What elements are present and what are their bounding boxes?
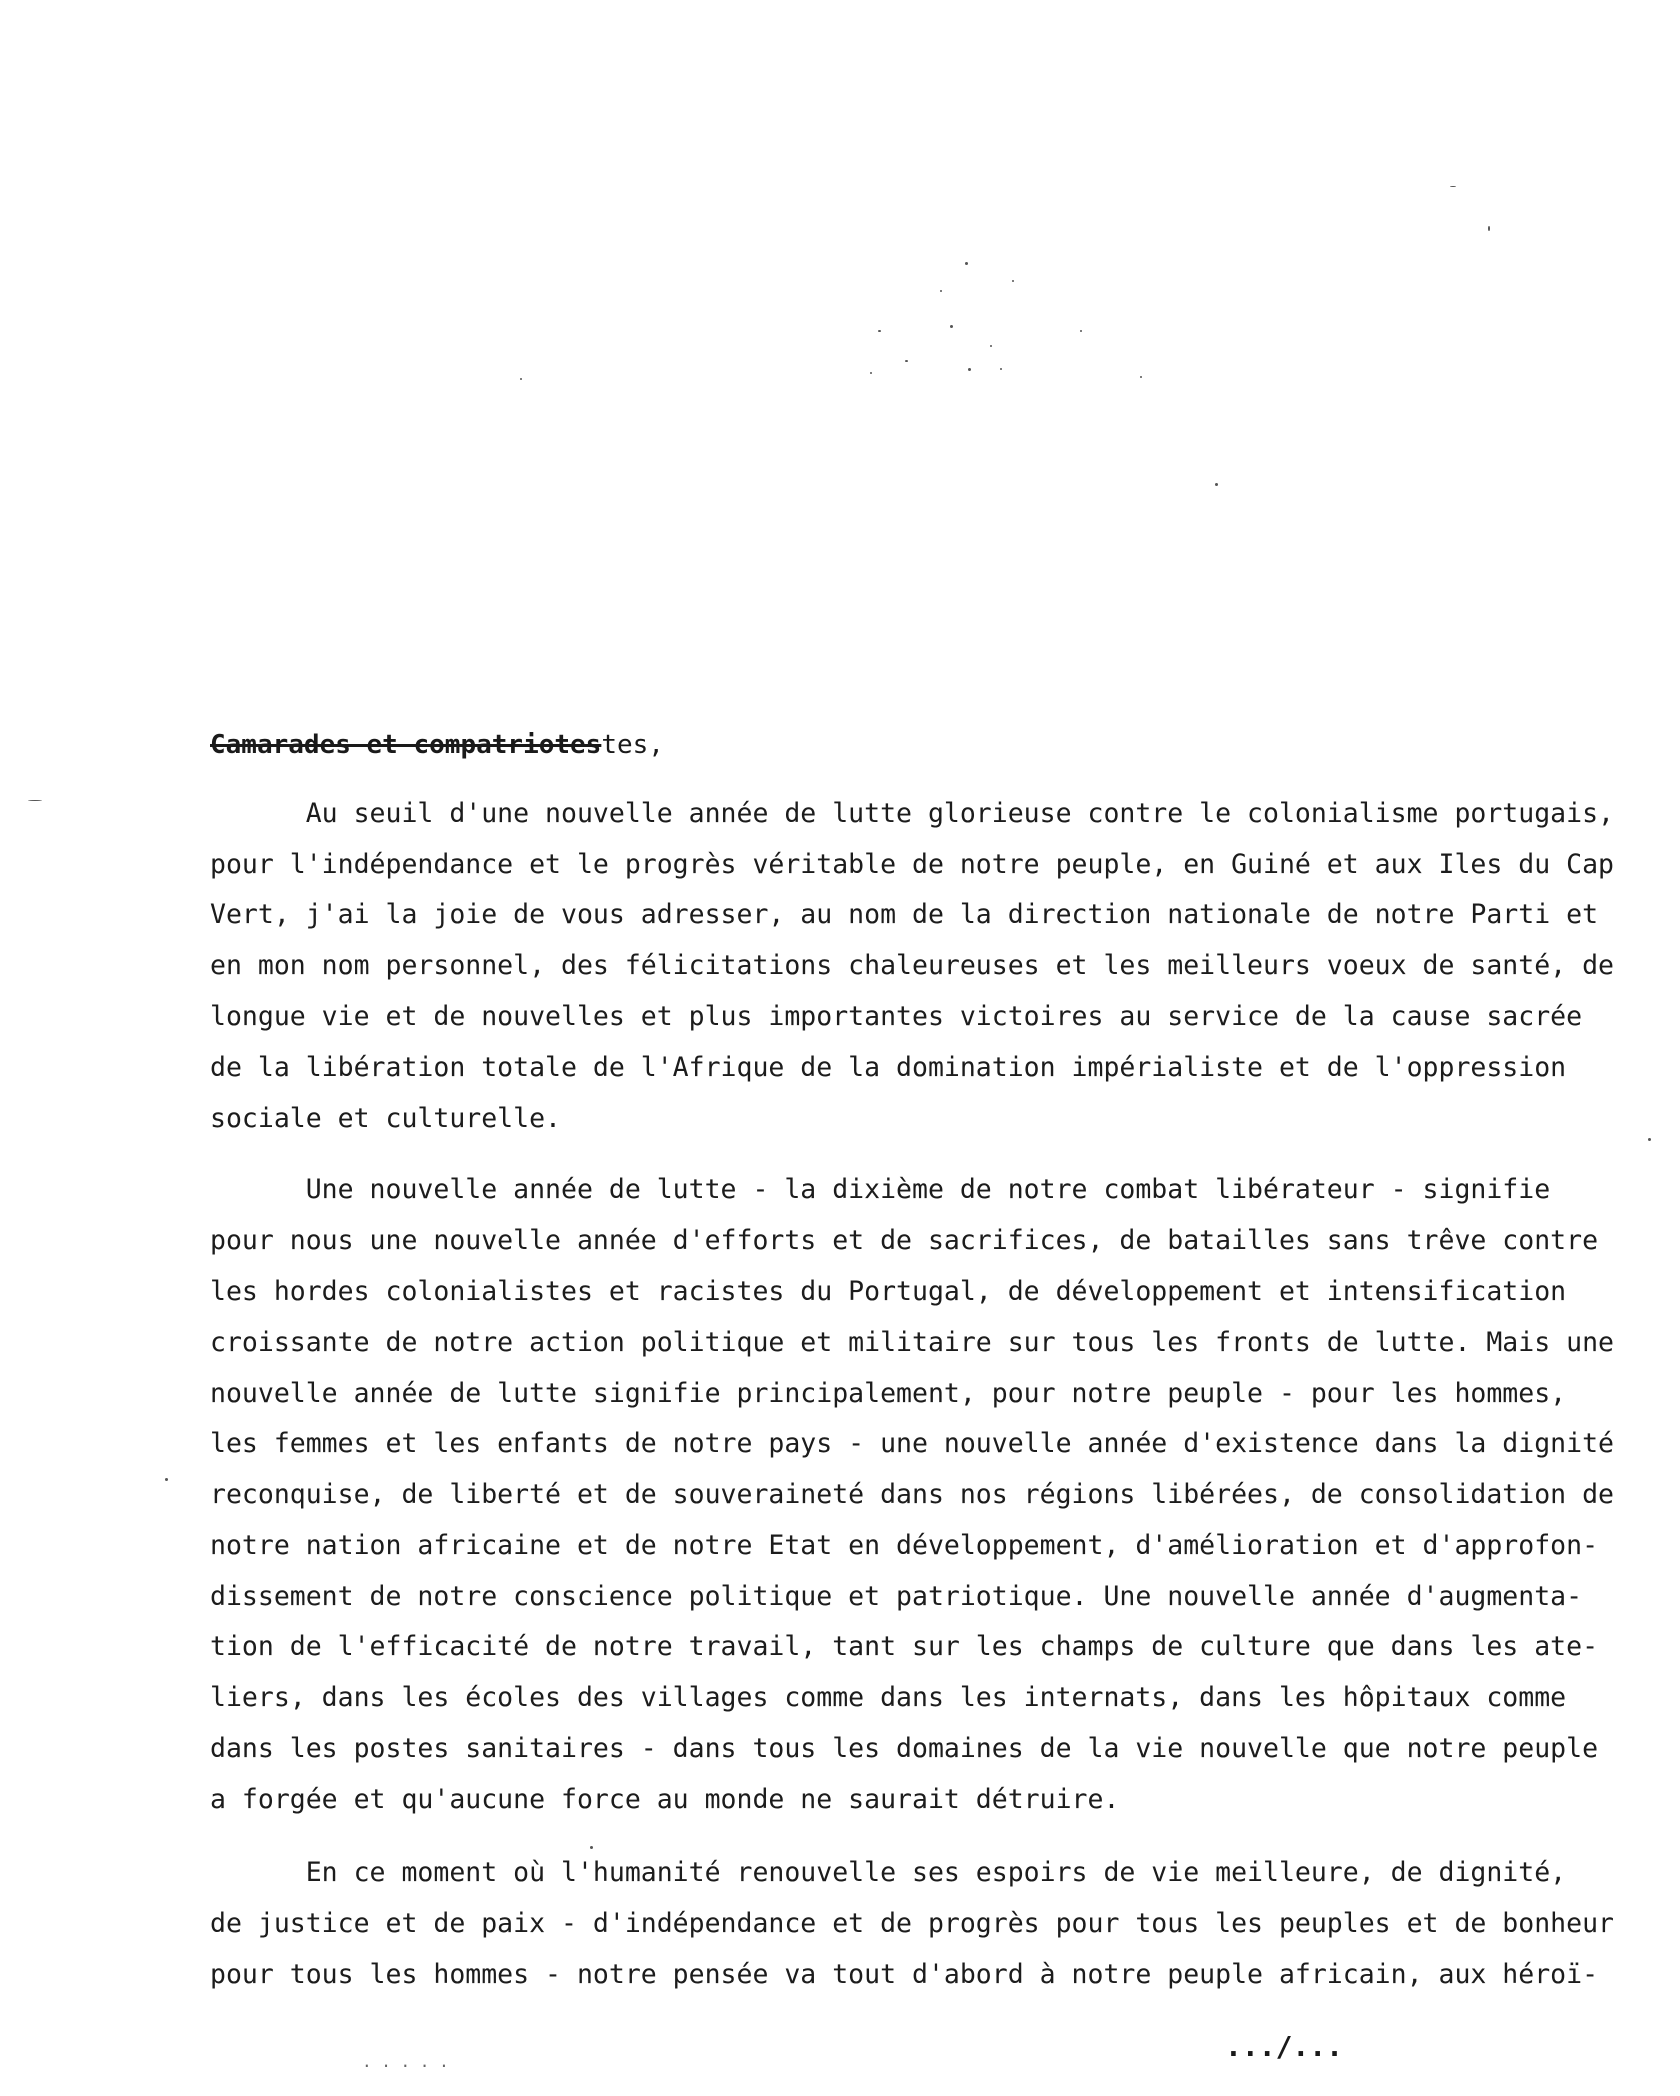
body-line: longue vie et de nouvelles et plus importantes victoires au service de la cause sacrée [210,1001,1583,1032]
scan-speckle [165,1478,168,1481]
scan-speckle [990,345,992,347]
body-line: croissante de notre action politique et militaire sur tous les fronts de lutte. Mais une [210,1327,1614,1358]
scan-speckle [590,1846,593,1849]
body-line: en mon nom personnel, des félicitations chaleureuses et les meilleurs voeux de santé, de [210,950,1614,981]
body-line: pour nous une nouvelle année d'efforts et de sacrifices, de batailles sans trêve contre [210,1225,1599,1256]
scan-speckle [870,372,872,374]
body-line: de justice et de paix - d'indépendance et de progrès pour tous les peuples et de bonheur [210,1908,1614,1939]
body-line: nouvelle année de lutte signifie principalement, pour notre peuple - pour les hommes, [210,1378,1567,1409]
body-line: pour tous les hommes - notre pensée va tout d'abord à notre peuple africain, aux héroï- [210,1959,1599,1990]
scan-speckle [968,368,971,371]
scan-speckle [905,360,908,362]
continuation-mark: .../... [1225,2030,1344,2063]
body-line: Au seuil d'une nouvelle année de lutte glorieuse contre le colonialisme portugais, [210,798,1614,829]
scan-speckle [1450,186,1456,187]
scan-speckle [940,290,942,292]
body-line: les hordes colonialistes et racistes du Portugal, de développement et intensification [210,1276,1567,1307]
body-line: les femmes et les enfants de notre pays - une nouvelle année d'existence dans la dignité [210,1428,1614,1459]
body-line: dissement de notre conscience politique et patriotique. Une nouvelle année d'augmenta- [210,1581,1583,1612]
scan-speckle [520,378,522,380]
body-line: liers, dans les écoles des villages comme dans les internats, dans les hôpitaux comme [210,1682,1567,1713]
body-line: Une nouvelle année de lutte - la dixième de notre combat libérateur - signifie [210,1174,1551,1205]
scan-speckle [1488,226,1490,231]
scan-speckle [28,800,42,801]
struck-salutation: Camarades et compatriotes [210,730,602,760]
scan-speckle [1080,330,1082,332]
salutation [210,730,664,760]
body-line: Vert, j'ai la joie de vous adresser, au nom de la direction nationale de notre Parti et [210,899,1599,930]
scan-speckle [1215,483,1218,486]
body-line: de la libération totale de l'Afrique de la domination impérialiste et de l'oppression [210,1052,1567,1083]
body-line: dans les postes sanitaires - dans tous les domaines de la vie nouvelle que notre peuple [210,1733,1599,1764]
body-line: En ce moment où l'humanité renouvelle ses espoirs de vie meilleure, de dignité, [210,1857,1567,1888]
scan-speckle [965,262,968,265]
body-line: tion de l'efficacité de notre travail, tant sur les champs de culture que dans les ate- [210,1631,1599,1662]
body-line: a forgée et qu'aucune force au monde ne saurait détruire. [210,1784,1120,1815]
scan-dots: . . . . . [362,2052,449,2071]
scan-speckle [1648,1138,1651,1141]
body-line: reconquise, de liberté et de souveraineté dans nos régions libérées, de consolidation de [210,1479,1614,1510]
scan-speckle [1012,280,1014,282]
salutation-ending: tes, [601,730,664,760]
body-line: notre nation africaine et de notre Etat en développement, d'amélioration et d'approfon- [210,1530,1599,1561]
scan-speckle [950,325,953,328]
scan-speckle [1140,376,1142,378]
body-line: pour l'indépendance et le progrès véritable de notre peuple, en Guiné et aux Iles du Cap [210,849,1614,880]
scan-speckle [1000,368,1002,370]
body-line: sociale et culturelle. [210,1103,561,1134]
scan-speckle [878,330,881,332]
